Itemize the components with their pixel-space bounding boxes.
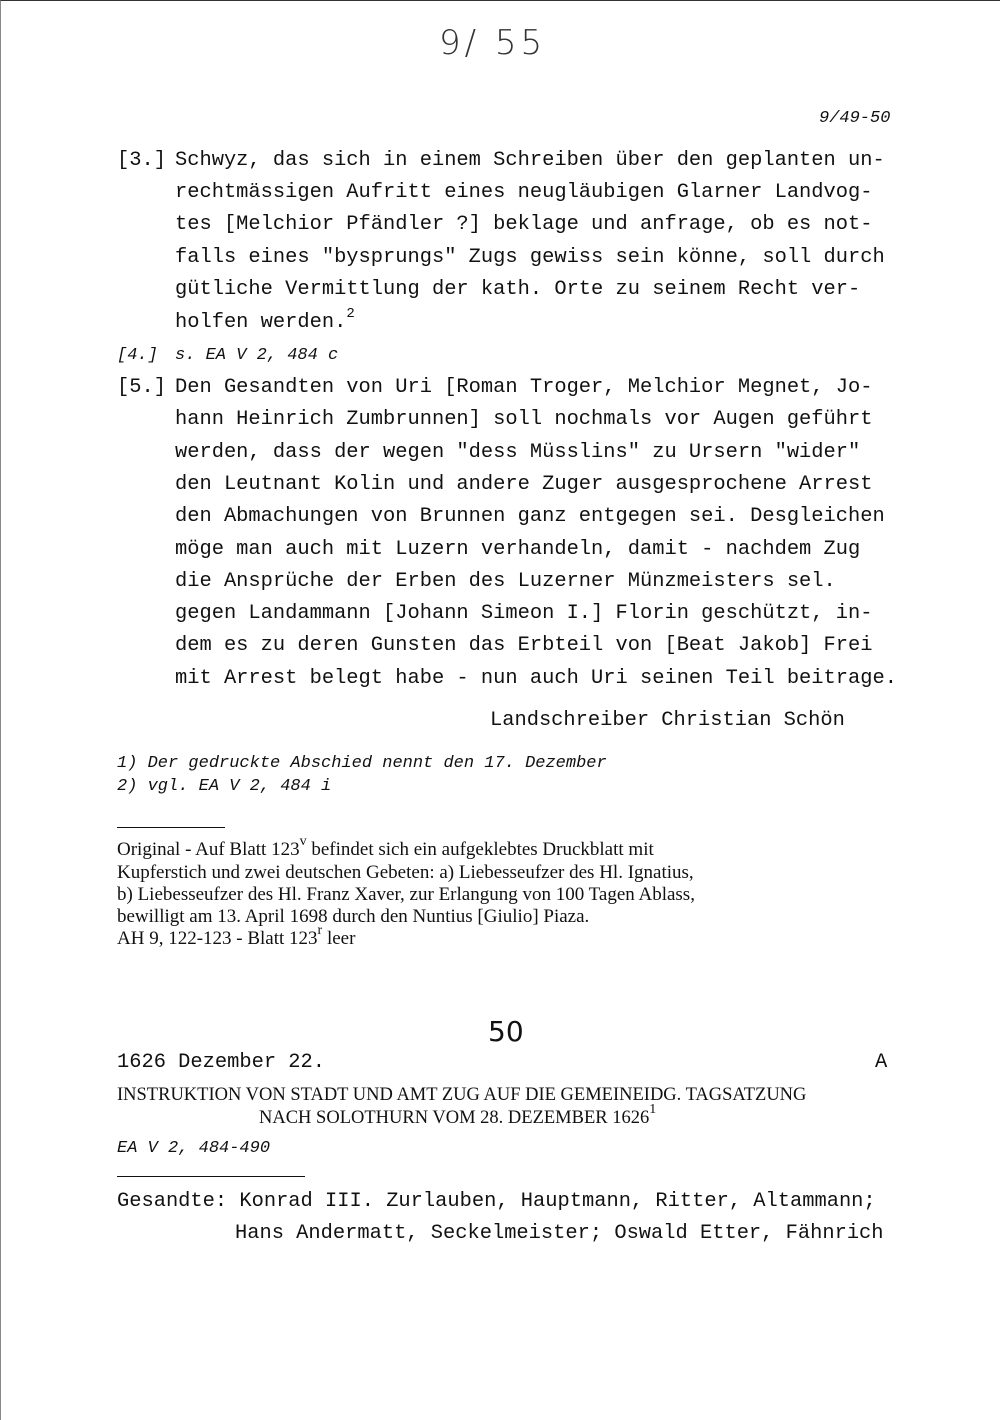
page-reference: 9/49-50: [819, 109, 891, 128]
handwritten-folio-mark: 9/ 55: [439, 23, 547, 63]
document-type-letter: A: [875, 1051, 888, 1074]
original-note-text: leer: [322, 928, 356, 949]
entry-5-line: möge man auch mit Luzern verhandeln, damit - nachdem Zug: [175, 538, 861, 561]
heading-line: [259, 1102, 657, 1129]
entry-4-text: s. EA V 2, 484 c: [175, 346, 339, 365]
footnote-mark: 2: [346, 306, 355, 322]
document-number: 50: [488, 1015, 524, 1048]
entry-5-line: den Leutnant Kolin und andere Zuger ausgesprochene Arrest: [175, 473, 873, 496]
entry-5-line: werden, dass der wegen "dess Müsslins" zu Ursern "wider": [175, 441, 861, 464]
original-note-text: Original - Auf Blatt 123: [117, 839, 300, 860]
delegates-line: Gesandte: Konrad III. Zurlauben, Hauptmann, Ritter, Altammann;: [117, 1190, 876, 1213]
original-note-line: b) Liebesseufzer des Hl. Franz Xaver, zur Erlangung von 100 Tagen Ablass,: [117, 884, 695, 905]
source-reference: EA V 2, 484-490: [117, 1139, 271, 1158]
entry-3-line: tes [Melchior Pfändler ?] beklage und anfrage, ob es not-: [175, 213, 873, 236]
entry-3-line: holfen werden.: [175, 311, 347, 334]
section-divider: [117, 827, 225, 828]
entry-3-line: Schwyz, das sich in einem Schreiben über den geplanten un-: [175, 149, 885, 172]
entry-5-label: [5.]: [117, 376, 166, 399]
entry-5-line: mit Arrest belegt habe - nun auch Uri seinen Teil beitrage.: [175, 667, 897, 690]
heading-text: NACH SOLOTHURN VOM 28. DEZEMBER 1626: [259, 1108, 650, 1128]
entry-5-line: hann Heinrich Zumbrunnen] soll nochmals vor Augen geführt: [175, 408, 873, 431]
section-divider: [117, 1176, 305, 1177]
entry-3-line: rechtmässigen Aufritt eines neugläubigen Glarner Landvog-: [175, 181, 873, 204]
original-note-line: bewilligt am 13. April 1698 durch den Nuntius [Giulio] Piaza.: [117, 906, 590, 927]
footnote: 1) Der gedruckte Abschied nennt den 17. Dezember: [117, 754, 607, 773]
entry-3-last-line: [175, 306, 355, 334]
original-note-text: AH 9, 122-123 - Blatt 123: [117, 928, 318, 949]
entry-5-line: dem es zu deren Gunsten das Erbteil von [Beat Jakob] Frei: [175, 634, 873, 657]
superscript-mark: v: [299, 834, 307, 849]
original-note-line: [117, 834, 654, 861]
delegates-line: Hans Andermatt, Seckelmeister; Oswald Etter, Fähnrich: [235, 1222, 884, 1245]
footnote: 2) vgl. EA V 2, 484 i: [117, 777, 332, 796]
original-note-line: Kupferstich und zwei deutschen Gebeten: a) Liebesseufzer des Hl. Ignatius,: [117, 862, 694, 883]
entry-5-line: die Ansprüche der Erben des Luzerner Münzmeisters sel.: [175, 570, 836, 593]
superscript-mark: r: [317, 923, 323, 938]
heading-line: INSTRUKTION VON STADT UND AMT ZUG AUF DIE GEMEINEIDG. TAGSATZUNG: [117, 1085, 807, 1105]
footnote-mark: 1: [649, 1102, 657, 1117]
entry-3-label: [3.]: [117, 149, 166, 172]
original-note-line: [117, 923, 356, 950]
entry-5-line: den Abmachungen von Brunnen ganz entgegen sei. Desgleichen: [175, 505, 885, 528]
entry-5-line: Den Gesandten von Uri [Roman Troger, Melchior Megnet, Jo-: [175, 376, 873, 399]
document-date: 1626 Dezember 22.: [117, 1051, 326, 1074]
original-note-text: befindet sich ein aufgeklebtes Druckblatt mit: [306, 839, 654, 860]
entry-5-line: gegen Landammann [Johann Simeon I.] Florin geschützt, in-: [175, 602, 873, 625]
signature: Landschreiber Christian Schön: [490, 709, 845, 732]
entry-3-line: gütliche Vermittlung der kath. Orte zu seinem Recht ver-: [175, 278, 861, 301]
entry-4-label: [4.]: [117, 346, 158, 365]
entry-3-line: falls eines "bysprungs" Zugs gewiss sein könne, soll durch: [175, 246, 885, 269]
